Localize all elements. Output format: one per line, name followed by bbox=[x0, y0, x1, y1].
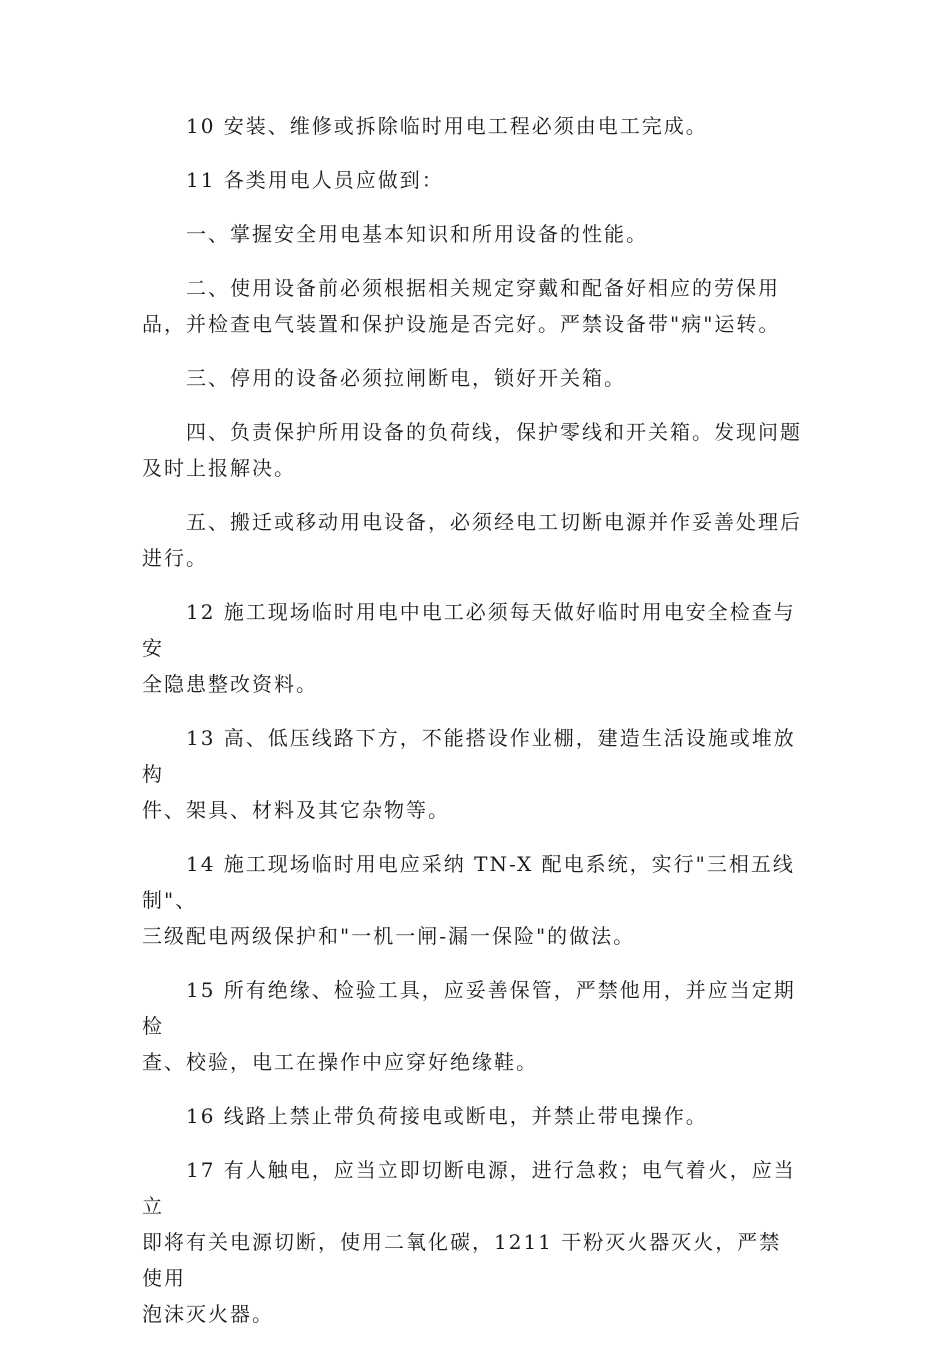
paragraph-line: 查、校验，电工在操作中应穿好绝缘鞋。 bbox=[142, 1050, 538, 1074]
paragraph-11-item-3 bbox=[142, 360, 802, 396]
paragraph-11-item-2 bbox=[142, 270, 802, 342]
paragraph-line: 13 高、低压线路下方，不能搭设作业棚，建造生活设施或堆放构 bbox=[142, 726, 796, 786]
paragraph-line: 及时上报解决。 bbox=[142, 456, 296, 480]
paragraph-line: 14 施工现场临时用电应采纳 TN-X 配电系统，实行"三相五线制"、 bbox=[142, 852, 795, 912]
paragraph-line: 四、负责保护所用设备的负荷线，保护零线和开关箱。发现问题 bbox=[186, 420, 802, 444]
paragraph-13 bbox=[142, 720, 802, 828]
paragraph-line: 全隐患整改资料。 bbox=[142, 672, 318, 696]
paragraph-17 bbox=[142, 1152, 802, 1332]
paragraph-line: 件、架具、材料及其它杂物等。 bbox=[142, 798, 450, 822]
paragraph-line: 二、使用设备前必须根据相关规定穿戴和配备好相应的劳保用 bbox=[186, 276, 780, 300]
paragraph-line: 泡沫灭火器。 bbox=[142, 1302, 274, 1326]
paragraph-14 bbox=[142, 846, 802, 954]
paragraph-line: 12 施工现场临时用电中电工必须每天做好临时用电安全检查与安 bbox=[142, 600, 796, 660]
paragraph-line: 11 各类用电人员应做到： bbox=[186, 168, 444, 192]
paragraph-15 bbox=[142, 972, 802, 1080]
paragraph-line: 三、停用的设备必须拉闸断电，锁好开关箱。 bbox=[186, 366, 626, 390]
paragraph-11-item-1 bbox=[142, 216, 802, 252]
paragraph-11-item-5 bbox=[142, 504, 802, 576]
paragraph-line: 三级配电两级保护和"一机一闸-漏一保险"的做法。 bbox=[142, 924, 636, 948]
document-body bbox=[142, 108, 802, 1350]
paragraph-10 bbox=[142, 108, 802, 144]
paragraph-12 bbox=[142, 594, 802, 702]
paragraph-line: 10 安装、维修或拆除临时用电工程必须由电工完成。 bbox=[186, 114, 708, 138]
paragraph-line: 品，并检查电气装置和保护设施是否完好。严禁设备带"病"运转。 bbox=[142, 312, 781, 336]
paragraph-line: 16 线路上禁止带负荷接电或断电，并禁止带电操作。 bbox=[186, 1104, 708, 1128]
paragraph-line: 即将有关电源切断，使用二氧化碳，1211 干粉灭火器灭火，严禁使用 bbox=[142, 1230, 782, 1290]
paragraph-line: 一、掌握安全用电基本知识和所用设备的性能。 bbox=[186, 222, 648, 246]
paragraph-line: 进行。 bbox=[142, 546, 208, 570]
paragraph-16 bbox=[142, 1098, 802, 1134]
paragraph-line: 17 有人触电，应当立即切断电源，进行急救；电气着火，应当立 bbox=[142, 1158, 796, 1218]
paragraph-line: 五、搬迁或移动用电设备，必须经电工切断电源并作妥善处理后 bbox=[186, 510, 802, 534]
paragraph-11 bbox=[142, 162, 802, 198]
paragraph-11-item-4 bbox=[142, 414, 802, 486]
paragraph-line: 15 所有绝缘、检验工具，应妥善保管，严禁他用，并应当定期检 bbox=[142, 978, 796, 1038]
